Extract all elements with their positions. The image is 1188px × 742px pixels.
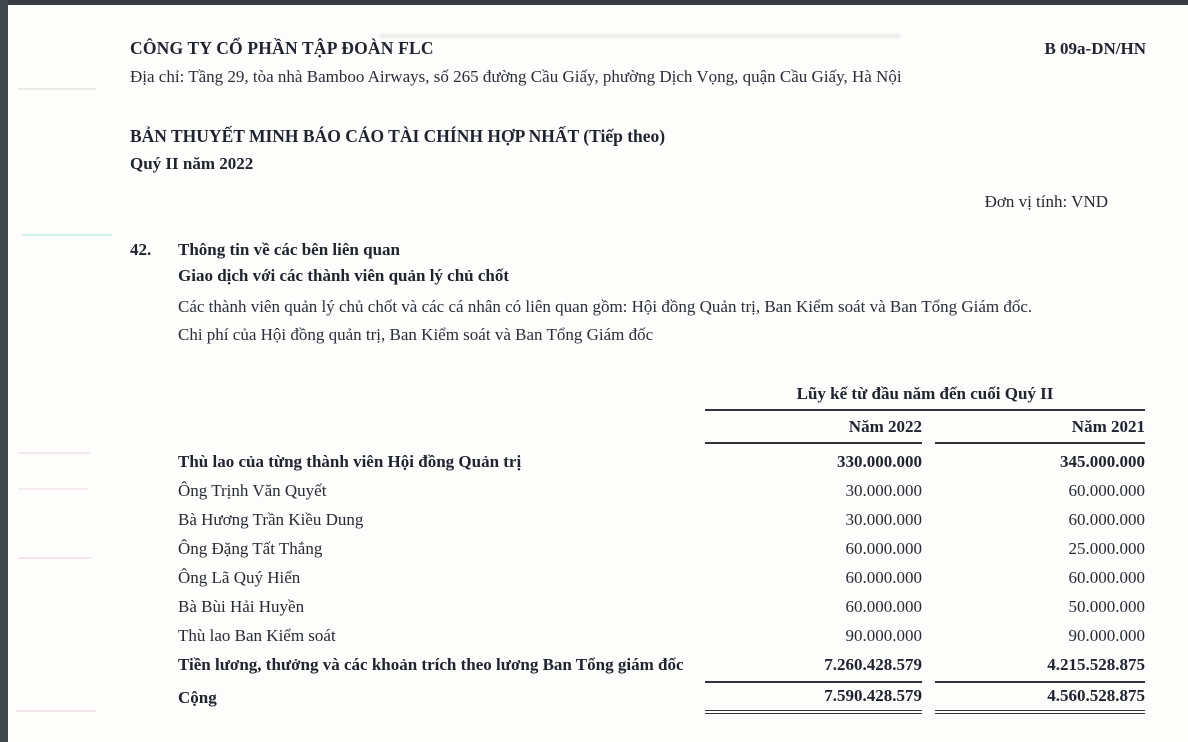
span-header: Lũy kế từ đầu năm đến cuối Quý II	[705, 384, 1145, 411]
viewer-edge-top	[0, 0, 1188, 5]
row-value-2021: 4.215.528.875	[1047, 655, 1145, 674]
report-title-block	[130, 126, 1146, 174]
report-title: BẢN THUYẾT MINH BÁO CÁO TÀI CHÍNH HỢP NHẤT (Tiếp theo)	[130, 126, 666, 146]
expenses-table	[178, 384, 1145, 714]
row-label: Ông Trịnh Văn Quyết	[178, 481, 327, 500]
row-value-2022: 7.260.428.579	[824, 655, 922, 674]
row-value-2022: 30.000.000	[845, 481, 922, 500]
table-body	[178, 447, 1145, 679]
scan-artifact	[18, 452, 90, 454]
row-value-2021: 345.000.000	[1060, 452, 1145, 471]
company-address: Địa chỉ: Tầng 29, tòa nhà Bamboo Airways, số 265 đường Cầu Giấy, phường Dịch Vọng, quận Cầu Giấy, Hà Nội	[130, 67, 902, 86]
total-value-2021: 4.560.528.875	[935, 681, 1145, 714]
report-period: Quý II năm 2022	[130, 154, 254, 173]
table-row	[178, 447, 1145, 476]
row-value-2022: 60.000.000	[845, 597, 922, 616]
scan-artifact	[16, 710, 96, 712]
scan-artifact	[18, 557, 92, 559]
row-value-2022: 60.000.000	[845, 568, 922, 587]
table-row	[178, 621, 1145, 650]
row-value-2021: 90.000.000	[1068, 626, 1145, 645]
row-value-2022: 90.000.000	[845, 626, 922, 645]
currency-unit-note: Đơn vị tính: VND	[984, 192, 1108, 211]
col-header-2022: Năm 2022	[705, 413, 922, 444]
row-value-2022: 60.000.000	[845, 539, 922, 558]
table-row	[178, 476, 1145, 505]
scan-artifact	[18, 488, 88, 490]
row-label: Bà Bùi Hải Huyền	[178, 597, 305, 616]
table-total-row	[178, 681, 1145, 714]
row-value-2022: 30.000.000	[845, 510, 922, 529]
section-title: Thông tin về các bên liên quan	[178, 240, 400, 259]
section-paragraph: Các thành viên quản lý chủ chốt và các cá nhân có liên quan gồm: Hội đồng Quản trị, Ban Kiểm soát và Ban Tổng Giám đốc.	[178, 297, 1033, 316]
scan-artifact	[18, 88, 96, 90]
table-row	[178, 563, 1145, 592]
row-value-2021: 60.000.000	[1068, 510, 1145, 529]
col-header-2021: Năm 2021	[935, 413, 1145, 444]
section-42	[130, 240, 1146, 345]
total-label: Cộng	[178, 688, 217, 707]
table-span-header-row	[178, 384, 1145, 411]
row-label: Tiền lương, thưởng và các khoản trích theo lương Ban Tổng giám đốc	[178, 655, 684, 674]
row-label: Thù lao Ban Kiểm soát	[178, 626, 336, 645]
row-label: Ông Lã Quý Hiển	[178, 568, 301, 587]
table-row	[178, 505, 1145, 534]
company-name: CÔNG TY CỔ PHẦN TẬP ĐOÀN FLC	[130, 38, 434, 58]
viewer-edge-left	[0, 0, 8, 742]
row-value-2021: 25.000.000	[1068, 539, 1145, 558]
section-subtitle: Giao dịch với các thành viên quản lý chủ chốt	[178, 266, 510, 285]
table-row	[178, 592, 1145, 621]
table-row	[178, 534, 1145, 563]
row-value-2021: 60.000.000	[1068, 568, 1145, 587]
row-value-2022: 330.000.000	[837, 452, 922, 471]
row-value-2021: 50.000.000	[1068, 597, 1145, 616]
table-caption: Chi phí của Hội đồng quản trị, Ban Kiểm soát và Ban Tổng Giám đốc	[178, 325, 654, 344]
total-value-2022: 7.590.428.579	[705, 681, 922, 714]
row-label: Bà Hương Trần Kiều Dung	[178, 510, 364, 529]
section-number: 42.	[130, 240, 152, 259]
scan-artifact	[22, 234, 112, 236]
document-header	[130, 38, 1146, 87]
form-code: B 09a-DN/HN	[1044, 39, 1146, 58]
table-column-headers	[178, 413, 1145, 444]
row-label: Ông Đặng Tất Thắng	[178, 539, 323, 558]
row-value-2021: 60.000.000	[1068, 481, 1145, 500]
row-label: Thù lao của từng thành viên Hội đồng Quản trị	[178, 452, 522, 471]
table-row	[178, 650, 1145, 679]
